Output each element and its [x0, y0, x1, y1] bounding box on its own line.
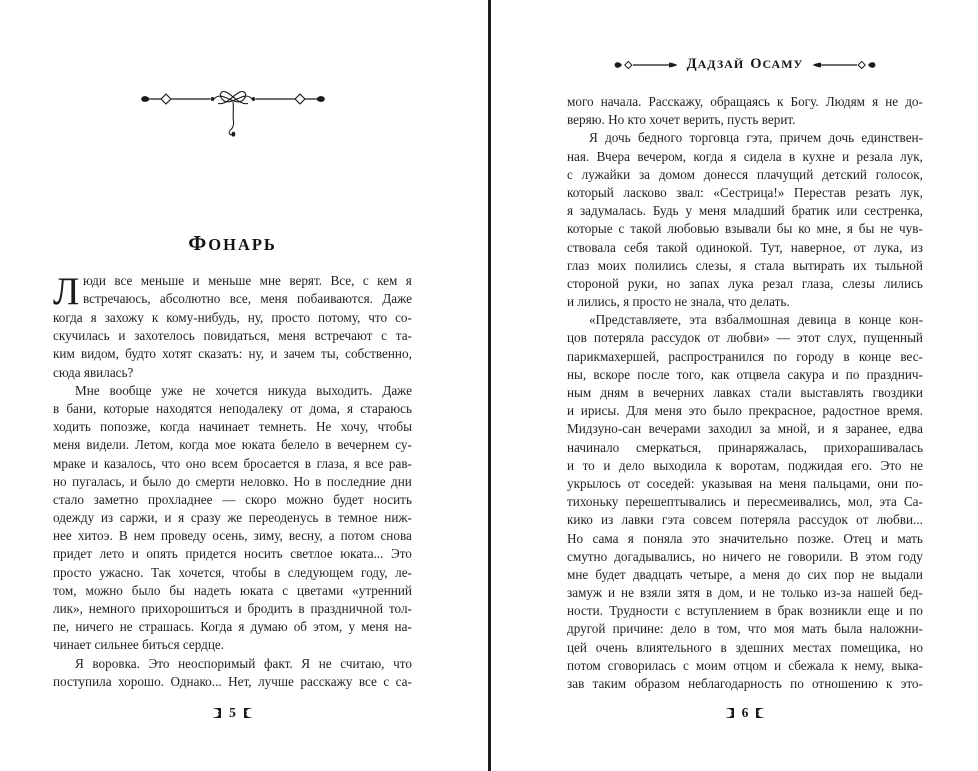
- drop-cap-column: [83, 272, 412, 309]
- paragraph: [567, 129, 923, 311]
- text-line: потом сговорилась с моим отцом и сбежала к нему, выка-: [567, 657, 923, 673]
- running-head-word: ОСАМУ: [750, 56, 804, 72]
- text-line: ствовала себя такой одинокой. Тут, наверное, от лука, из: [567, 239, 923, 255]
- text-line: но пугалась, и было до смерти неловко. Но в последние дни: [53, 473, 412, 489]
- right-page: [567, 0, 923, 771]
- folio-ornament-right-icon: [756, 708, 767, 718]
- drop-cap: Л: [53, 270, 80, 313]
- paragraph: [53, 655, 412, 691]
- text-line: кико из лавки гэта совсем потеряла рассудок от любви...: [567, 512, 923, 528]
- text-line: которые с такой любовью взывали бы ко мне, я бы не чув-: [567, 221, 923, 237]
- text-line: чинает сильнее биться сердце.: [53, 637, 225, 653]
- text-line: встречаюсь, абсолютно все, меня побаиваются. Даже: [83, 291, 412, 307]
- text-line: цов потеряла рассудок от любви» — этот слух, пущенный: [567, 330, 923, 346]
- text-line: ности. Трудности с вступлением в брак возникли еще и по: [567, 603, 923, 619]
- text-line: стало заметно прохладнее — скоро можно будет носить: [53, 491, 412, 507]
- text-line: одежду из саржи, и я сразу же переоденусь в темное ниж-: [53, 510, 412, 526]
- folio-ornament-left-icon: [210, 708, 221, 718]
- paragraph: [567, 93, 923, 129]
- running-head-title: [687, 56, 804, 73]
- header-rule-left-icon: [614, 58, 678, 72]
- text-line: укрылось от соседей: указывая на меня пальцами, они по-: [567, 475, 923, 491]
- text-line: ная. Вчера вечером, когда я сидела в кухне и резала лук,: [567, 148, 923, 164]
- text-line: смутно догадывались, но ничего не говорили. В этом году: [567, 548, 923, 564]
- text-line: мраке и казалось, что оно всем бросается в глаза, я все рав-: [53, 455, 412, 471]
- text-line: просто ужасно. Так хочется, чтобы в следующем году, ле-: [53, 564, 412, 580]
- left-page-folio: [53, 705, 412, 721]
- text-line: юди все меньше и меньше мне верят. Все, с кем я: [83, 273, 412, 288]
- folio-ornament-left-icon: [723, 708, 734, 718]
- text-line: ходить попозже, когда начинает темнеть. Не хочу, чтобы: [53, 419, 412, 435]
- right-page-text: [567, 93, 923, 693]
- left-page: [53, 0, 412, 771]
- text-line: Но сама я поняла это значительно позже. Отец и мать: [567, 530, 923, 546]
- flourish-ornament-icon: [140, 86, 326, 140]
- folio-ornament-right-icon: [244, 708, 255, 718]
- text-line: нее хитоэ. В нем проведу осень, зиму, весну, а потом снова: [53, 528, 412, 544]
- right-page-folio: [567, 705, 923, 721]
- text-line: пе, ничего не страшась. Когда я думаю об этом, у меня на-: [53, 619, 412, 635]
- text-line: ким видом, будто хотят сказать: ну, и зачем ты, собственно,: [53, 346, 412, 362]
- text-line: когда я захожу к кому-нибудь, ну, просто потому, что со-: [53, 310, 412, 325]
- text-line: лик», немного прихорошиться и бродить в праздничной тол-: [53, 601, 412, 616]
- text-line: который ласково звал: «Сестрица!» Перестав резать лук,: [567, 184, 923, 200]
- text-line: глаз моих полились слезы, я стала вытирать их тыльной: [567, 257, 923, 273]
- text-line: сюда явилась?: [53, 364, 134, 380]
- text-line: и лились, я просто не знала, что делать.: [567, 294, 790, 310]
- text-line: мого начала. Расскажу, обращаясь к Богу. Людям я не до-: [567, 94, 923, 109]
- text-line: Я дочь бедного торговца гэта, причем дочь единствен-: [589, 130, 923, 146]
- text-line: замуж и не взяли зятя в дом, и не только из-за нашей бед-: [567, 585, 923, 601]
- text-line: «Представляете, эта взбалмошная девица в конце кон-: [589, 312, 923, 328]
- text-line: тихоньку перешептывались и пересмеивались, мол, эта Са-: [567, 494, 923, 510]
- text-line: в бани, которые находятся неподалеку от дома, я стараюсь: [53, 400, 412, 416]
- text-line: и то и дело выходила к воротам, поджидая его. Это не: [567, 457, 923, 473]
- page-number: 6: [741, 705, 749, 720]
- text-line: скучилась и захотелось повидаться, меня встречают с та-: [53, 328, 412, 344]
- text-line: зав таким образом неблагодарность по отношению к это-: [567, 676, 923, 691]
- text-line: Я воровка. Это неоспоримый факт. Я не считаю, что: [75, 655, 412, 671]
- text-line: парикмахершей, распространился по городу в конце вес-: [567, 348, 923, 364]
- text-line: меня видели. Летом, когда мое юката белело в вечернем су-: [53, 437, 412, 453]
- paragraph: [53, 382, 412, 655]
- paragraph: [53, 272, 412, 382]
- text-line: том, можно было бы надеть юката с цветами «утренний: [53, 582, 412, 598]
- running-head-word: ДАДЗАЙ: [686, 56, 745, 72]
- text-line: с лужайки за домом донесся плачущий детский голосок,: [567, 166, 923, 182]
- text-line: поступила хорошо. Однако... Нет, лучше расскажу все с са-: [53, 673, 412, 689]
- text-line: Мидзуно-сан вечерами заходил за мной, и я заранее, едва: [567, 421, 923, 437]
- text-line: стороной руки, но запах лука резал глаза, слезы лились: [567, 275, 923, 291]
- text-line: ны, вскоре после того, как отцвела сакура и по празднич-: [567, 366, 923, 382]
- text-line: придет лето и опять придется носить светлое юката... Это: [53, 546, 412, 562]
- text-line: и ирисы. Для меня это было прекрасное, радостное время.: [567, 403, 923, 419]
- drop-cap-row: [53, 270, 412, 313]
- text-line: веряю. Но кто хочет верить, пусть верит.: [567, 112, 796, 128]
- page-number: 5: [229, 705, 236, 720]
- text-line: начинало смеркаться, принаряжалась, прихорашивалась: [567, 439, 923, 455]
- text-line: цей очень влиятельного в здешних местах помещика, но: [567, 639, 923, 655]
- chapter-title: ФОНАРЬ: [188, 231, 277, 255]
- text-line: другой причине: дело в том, что моя мать была наложни-: [567, 621, 923, 637]
- running-head: [567, 56, 923, 73]
- left-page-text: [53, 272, 412, 691]
- text-line: я задумалась. Будь у меня младший братик или сестренка,: [567, 203, 923, 219]
- text-line: Мне вообще уже не хочется никуда выходить. Даже: [75, 382, 412, 398]
- text-line: мне будет двадцать четыре, а меня до сих пор не выдали: [567, 566, 923, 582]
- text-line: ным дням в вечерних лавках стали выставлять гвоздики: [567, 385, 923, 400]
- header-rule-right-icon: [812, 58, 876, 72]
- paragraph: [567, 311, 923, 693]
- page-gutter-divider: [488, 0, 491, 771]
